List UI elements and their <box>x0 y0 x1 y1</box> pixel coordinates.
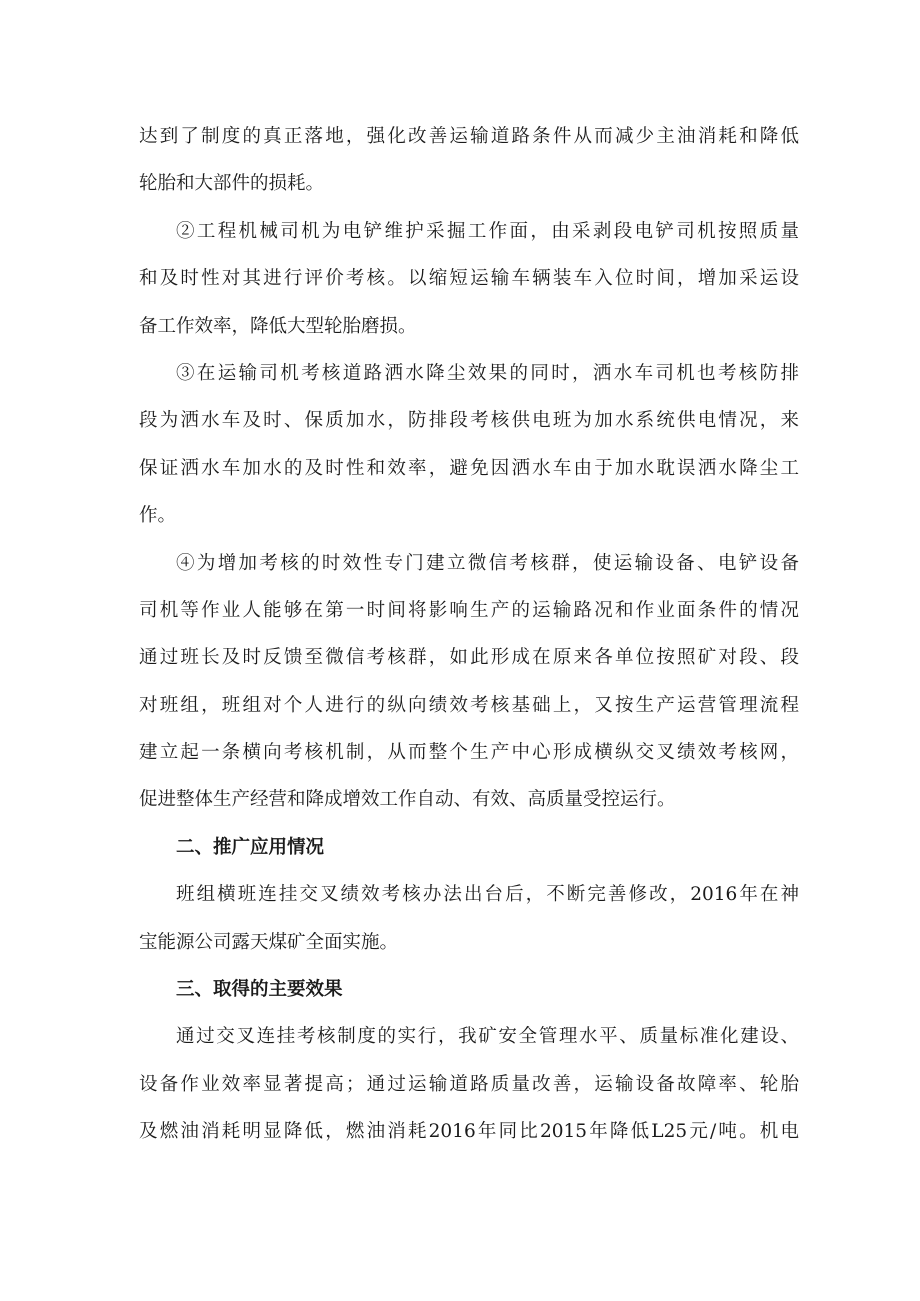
section-heading: 二、推广应用情况 <box>176 836 325 858</box>
text-line: 达到了制度的真正落地，强化改善运输道路条件从而减少主油消耗和降低 <box>139 126 799 147</box>
text-line: 通过班长及时反馈至微信考核群，如此形成在原来各单位按照矿对段、段 <box>139 647 799 669</box>
text-line: 设备作业效率显著提高；通过运输道路质量改善，运输设备故障率、轮胎 <box>139 1073 799 1095</box>
text-line: 备工作效率，降低大型轮胎磨损。 <box>139 315 417 337</box>
text-line: 作。 <box>139 505 177 527</box>
document-body <box>139 113 799 1156</box>
text-line: ③在运输司机考核道路洒水降尘效果的同时，洒水车司机也考核防排 <box>176 362 799 384</box>
text-line: 班组横班连挂交叉绩效考核办法出台后，不断完善修改，2016年在神 <box>176 884 799 906</box>
text-line: 通过交叉连挂考核制度的实行，我矿安全管理水平、质量标准化建设、 <box>176 1026 799 1048</box>
text-line: 司机等作业人能够在第一时间将影响生产的运输路况和作业面条件的情况 <box>139 599 799 621</box>
text-line: 和及时性对其进行评价考核。以缩短运输车辆装车入位时间，增加采运设 <box>139 268 799 290</box>
text-line: ②工程机械司机为电铲维护采掘工作面，由采剥段电铲司机按照质量 <box>176 220 799 242</box>
text-line: 轮胎和大部件的损耗。 <box>139 173 325 195</box>
text-line: ④为增加考核的时效性专门建立微信考核群，使运输设备、电铲设备 <box>176 552 799 574</box>
text-line: 保证洒水车加水的及时性和效率，避免因洒水车由于加水耽误洒水降尘工 <box>139 457 799 479</box>
text-line: 宝能源公司露天煤矿全面实施。 <box>139 931 399 953</box>
text-line: 建立起一条横向考核机制，从而整个生产中心形成横纵交叉绩效考核网， <box>139 742 799 764</box>
text-line: 促进整体生产经营和降成增效工作自动、有效、高质量受控运行。 <box>139 789 676 811</box>
text-line: 及燃油消耗明显降低，燃油消耗2016年同比2015年降低L25元/吨。机电 <box>139 1121 799 1143</box>
text-line: 对班组，班组对个人进行的纵向绩效考核基础上，又按生产运营管理流程 <box>139 694 799 716</box>
section-heading: 三、取得的主要效果 <box>176 979 343 1001</box>
text-line: 段为洒水车及时、保质加水，防排段考核供电班为加水系统供电情况，来 <box>139 410 799 432</box>
